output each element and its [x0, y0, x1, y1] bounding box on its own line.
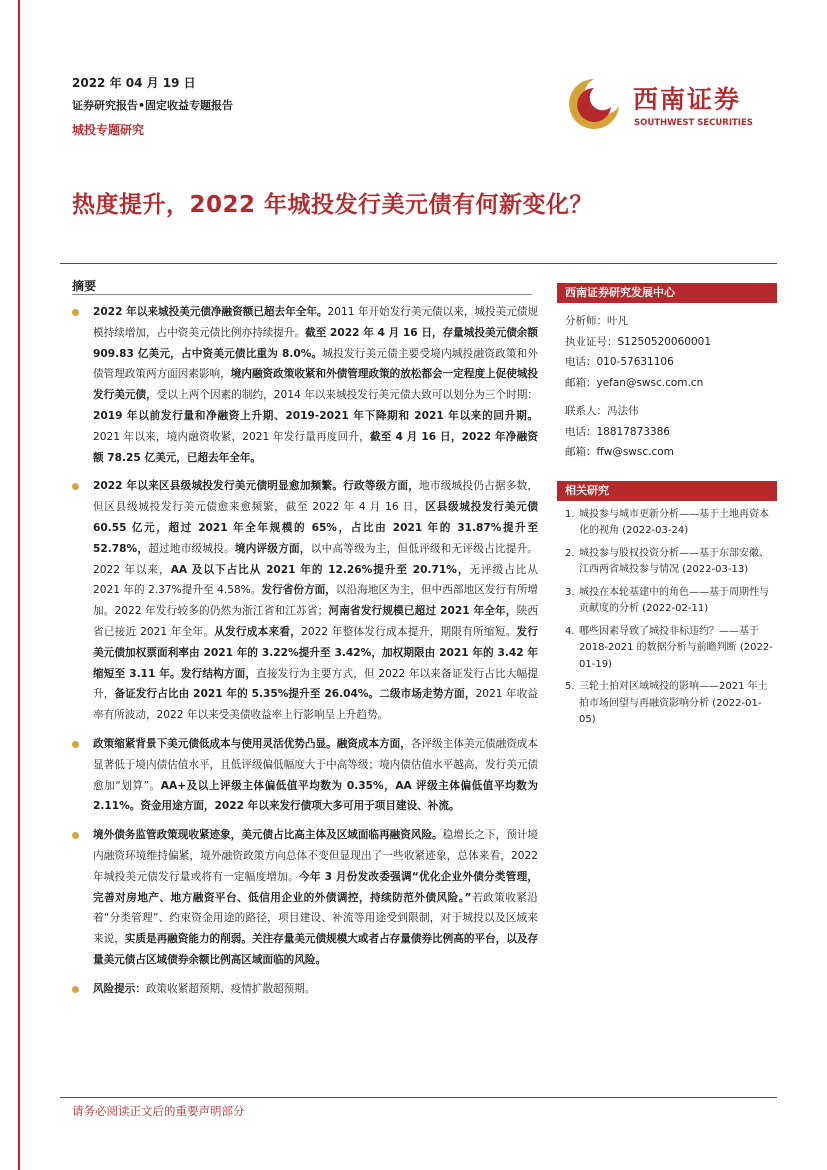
bullet-emphasis-text: 政策缩紧背景下美元债低成本与使用灵活优势凸显。融资成本方面， [93, 737, 411, 750]
page-title: 热度提升，2022 年城投发行美元债有何新变化？ [72, 192, 594, 218]
analyst-name: 分析师：叶凡 [565, 315, 628, 327]
bullet-emphasis-text: 2022 年以来区县级城投发行美元债明显愈加频繁。行政等级方面， [93, 480, 420, 493]
bullet-emphasis-text: 截至 2022 年 4 月 16 日，存量城投美元债余额 909.83 亿美元，占中资美元债比重为 8.0%。 [93, 326, 538, 360]
abstract-heading: 摘要 [72, 279, 97, 293]
bullet-segment-text: 2021 年以来，境内融资收紧，2021 年发行量再度回升， [93, 430, 370, 443]
related-item[interactable]: 4. 哪些因素导致了城投非标违约？——基于 2018-2021 的数据分析与前瞻判断 (2022-01-19) [565, 625, 773, 670]
bullet-dot-icon [72, 309, 79, 316]
related-item[interactable]: 3. 城投在本轮基建中的角色——基于周期性与贡献度的分析 (2022-02-11) [565, 586, 769, 614]
bullet-emphasis-text: 发行省份方面， [261, 584, 336, 597]
abstract-bullet [72, 302, 538, 468]
bullet-segment-text: 陕西省已接近 2021 年全年。 [93, 605, 539, 638]
related-research-title: 相关研究 [557, 481, 777, 501]
related-research-list [557, 501, 777, 729]
footer-divider [60, 1097, 777, 1098]
bullet-emphasis-text: 备证发行占比由 2021 年的 5.35%提升至 26.04%。二级市场走势方面， [114, 688, 476, 701]
bullet-dot-icon [72, 832, 79, 839]
bullet-segment-text: 政策收紧超预期、疫情扩散超预期。 [145, 982, 316, 995]
company-logo [563, 74, 773, 134]
bullet-emphasis-text: 截至 4 月 16 日，2022 年净融资额 78.25 亿美元，已超去年全年。 [93, 430, 538, 464]
bullet-segment-text: 直接发行为主要方式，但 2022 年以来备证发行占比大幅提升， [93, 667, 538, 701]
analyst-info [557, 303, 777, 467]
bullet-emphasis-text: 境外债务监管政策现收紧迹象，美元债占比高主体及区域面临再融资风险。 [93, 829, 443, 842]
report-type: 证券研究报告•固定收益专题报告 [72, 99, 234, 112]
title-divider [60, 263, 777, 264]
bullet-dot-icon [72, 986, 79, 993]
bullet-emphasis-text: 风险提示： [93, 982, 146, 995]
related-item[interactable]: 1. 城投参与城市更新分析——基于土地再资本化的视角 (2022-03-24) [565, 508, 769, 536]
bullet-emphasis-text: 境内融资政策收紧和外债管理政策的放松都会一定程度上促使城投发行美元债， [93, 368, 539, 402]
logo-name-en: SOUTHWEST SECURITIES [634, 118, 753, 128]
bullet-emphasis-text: 区县级城投发行美元债 60.55 亿元，超过 2021 年全年规模的 65%，占比由 2021 年的 31.87%提升至 52.78%， [93, 501, 538, 555]
bullet-emphasis-text: AA+及以上评级主体偏低值平均数为 0.35%，AA 评级主体偏低值平均数为 2.11%。资金用途方面，2022 年以来发行债项大多可用于项目建设、补流。 [93, 779, 538, 813]
bullet-segment-text: 受以上两个因素的制约，2014 年以来城投发行美元债大致可以划分为三个时期： [156, 389, 538, 402]
bullet-emphasis-text: 2022 年以来城投美元债净融资额已超去年全年。 [93, 306, 328, 318]
report-series: 城投专题研究 [72, 123, 145, 137]
abstract-bullet [72, 734, 538, 817]
bullet-emphasis-text: 境内评级方面， [234, 542, 311, 555]
footer-disclaimer: 请务必阅读正文后的重要声明部分 [72, 1104, 245, 1118]
bullet-emphasis-text: 从发行成本来看， [214, 625, 302, 638]
analyst-phone: 电话：010-57631106 [565, 356, 674, 368]
contact-email[interactable]: 邮箱：ffw@swsc.com [565, 446, 674, 458]
logo-emblem-icon [563, 74, 625, 134]
bullet-segment-text: 若政策收紧沿着“分类管理”、约束资金用途的路径，项目建设、补流等用途受到限制，对于城投以及区域来来说， [93, 891, 538, 946]
abstract-bullet [72, 476, 538, 726]
abstract-bullet [72, 825, 538, 971]
bullet-text [93, 983, 315, 995]
abstract-bullets [72, 302, 538, 1008]
abstract-bullet [72, 979, 538, 1000]
bullet-segment-text: 以沿海地区为主，但中西部地区发行有所增加。2022 年发行较多的仍然为浙江省和江苏省； [93, 584, 539, 618]
bullet-segment-text: 地市级城投仍占据多数，但区县级城投发行美元债愈来愈频繁，截至 2022 年 4 月 16 日， [93, 480, 539, 514]
related-item[interactable]: 2. 城投参与股权投资分析——基于东部安徽、江西两省城投参与情况 (2022-03-13) [565, 547, 769, 575]
sidebar [557, 283, 777, 735]
bullet-segment-text: 2011 年开始发行美元债以来，城投美元债规模持续增加，占中资美元债比例亦持续提升。 [93, 306, 539, 339]
analyst-email[interactable]: 邮箱：yefan@swsc.com.cn [565, 376, 704, 389]
bullet-emphasis-text: 今年 3 月份发改委强调“优化企业外债分类管理，完善对房地产、地方融资平台、低信用企业的外债调控，持续防范外债风险。” [93, 870, 539, 904]
bullet-segment-text: 以中高等级为主，但低评级和无评级占比提升。2022 年以来， [93, 542, 539, 576]
bullet-segment-text: 各评级主体美元债融资成本显著低于境内债估值水平，且低评级偏低幅度大于中高等级；境内债估值水平越高，发行美元债愈加“划算”。 [93, 737, 539, 792]
research-center-title: 西南证券研究发展中心 [557, 283, 777, 303]
report-date: 2022 年 04 月 19 日 [72, 76, 196, 90]
bullet-emphasis-text: AA 及以下占比从 2021 年的 12.26%提升至 20.71%， [170, 563, 470, 576]
bullet-emphasis-text: 2019 年以前发行量和净融资上升期、2019-2021 年下降期和 2021 年以来的回升期。 [93, 409, 538, 422]
bullet-text [93, 306, 538, 464]
abstract-divider [72, 294, 532, 295]
left-accent-bar [18, 0, 20, 1170]
bullet-segment-text: 超过地市级城投。 [148, 542, 235, 555]
contact-phone: 电话：18817873386 [565, 425, 670, 438]
bullet-segment-text: 无评级占比从 2021 年的 2.37%提升至 4.58%。 [93, 563, 539, 597]
contact-name: 联系人：冯法伟 [565, 405, 639, 417]
bullet-segment-text: 城投发行美元债主要受境内城投融资政策和外债管理政策两方面因素影响， [93, 347, 539, 381]
bullet-emphasis-text: 实质是再融资能力的削弱。关注存量美元债规模大或者占存量债券比例高的平台，以及存量美元债占区域债券余额比例高区域面临的风险。 [93, 933, 539, 966]
bullet-dot-icon [72, 483, 79, 490]
bullet-text [93, 829, 538, 966]
bullet-emphasis-text: 发行美元债加权票面利率由 2021 年的 3.22%提升至 3.42%，加权期限由 2021 年的 3.42 年缩短至 3.11 年。发行结构方面， [93, 625, 539, 680]
bullet-text [93, 738, 538, 812]
bullet-segment-text: 稳增长之下，预计境内融资环境维持偏紧，境外融资政策方向总体不变但显现出了一些收紧迹象，总体来看，2022 年城投美元债发行量或将有一定幅度增加。 [93, 829, 538, 883]
related-item[interactable]: 5. 三轮土拍对区域城投的影响——2021 年土拍市场回望与再融资影响分析 (2022-01-05) [565, 681, 768, 725]
bullet-text [93, 480, 538, 721]
bullet-segment-text: 2022 年整体发行成本提升，期限有所缩短。 [301, 625, 517, 638]
analyst-cert: 执业证号：S1250520060001 [565, 335, 712, 348]
logo-name-cn: 西南证券 [633, 85, 742, 114]
bullet-emphasis-text: 河南省发行规模已超过 2021 年全年， [328, 605, 517, 618]
bullet-segment-text: 2021 年收益率有所波动，2022 年以来受美债收益率上行影响呈上升趋势。 [93, 688, 538, 722]
bullet-dot-icon [72, 741, 79, 748]
